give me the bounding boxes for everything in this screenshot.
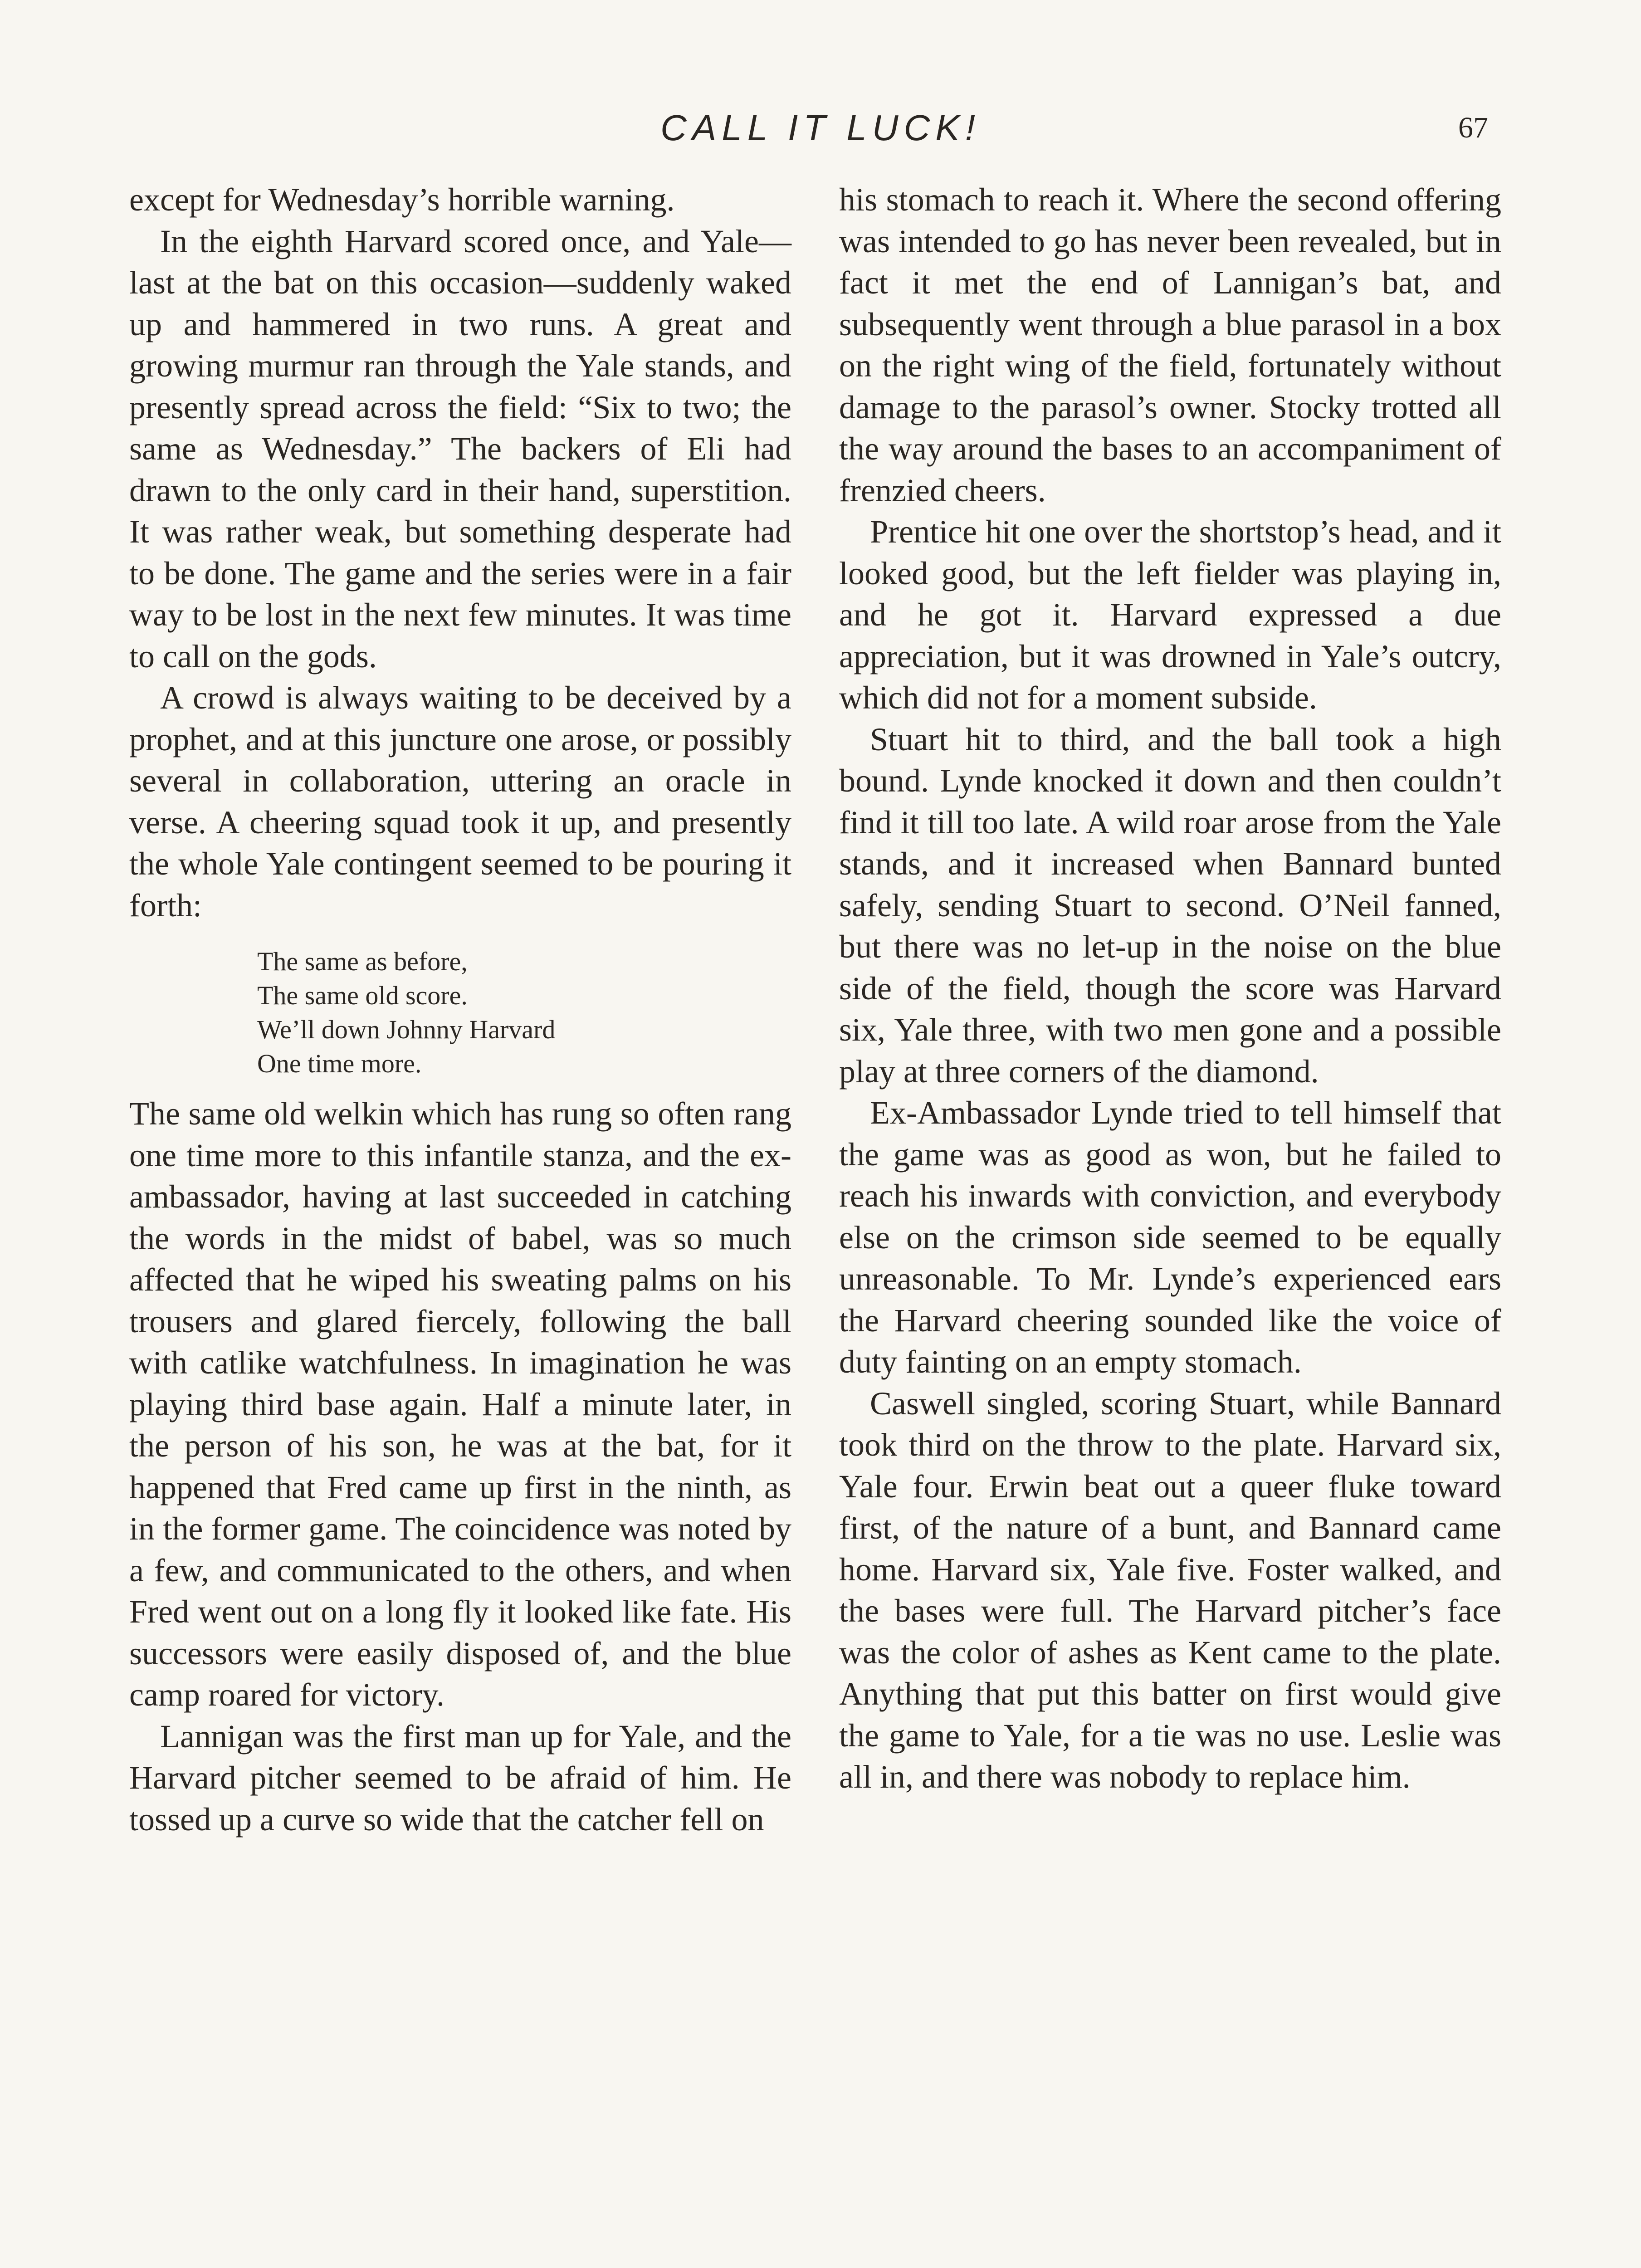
verse-line: One time more.	[257, 1049, 422, 1078]
paragraph: Stuart hit to third, and the ball took a high bound. Lynde knocked it down and then couldn’t find it till too late. A wild roar arose from the Yale stands, and it increased when Bannard bunted safely, sending Stuart to second. O’Neil fanned, but there was no let-up in the noise on the blue side of the field, though the score was Harvard six, Yale three, with two men gone and a possible play at three corners of the diamond.	[839, 721, 1501, 1090]
paragraph: In the eighth Harvard scored once, and Yale—last at the bat on this occasion—suddenly waked up and hammered in two runs. A great and growing murmur ran through the Yale stands, and presently spread across the field: “Six to two; the same as Wednesday.” The backers of Eli had drawn to the only card in their hand, superstition. It was rather weak, but something desperate had to be done. The game and the series were in a fair way to be lost in the next few minutes. It was time to call on the gods.	[129, 223, 791, 675]
verse-block	[257, 944, 791, 1080]
paragraph: Ex-Ambassador Lynde tried to tell himself that the game was as good as won, but he failed to reach his inwards with conviction, and everybody else on the crimson side seemed to be equally unreasonable. To Mr. Lynde’s experienced ears the Harvard cheering sounded like the voice of duty fainting on an empty stomach.	[839, 1095, 1501, 1380]
verse-line: The same old score.	[257, 981, 468, 1010]
verse-line: We’ll down Johnny Harvard	[257, 1015, 556, 1044]
paragraph: his stomach to reach it. Where the second offering was intended to go has never been revealed, but in fact it met the end of Lannigan’s bat, and subsequently went through a blue parasol in a box on the right wing of the field, fortunately without damage to the parasol’s owner. Stocky trotted all the way around the bases to an accompaniment of frenzied cheers.	[839, 181, 1501, 508]
paragraph: A crowd is always waiting to be deceived by a prophet, and at this juncture one arose, or possibly several in collaboration, uttering an oracle in verse. A cheering squad took it up, and presently the whole Yale contingent seemed to be pouring it forth:	[129, 679, 791, 924]
verse-line: The same as before,	[257, 947, 468, 976]
paragraph: The same old welkin which has rung so often rang one time more to this infantile stanza, and the ex-ambassador, having at last succeeded in catching the words in the midst of babel, was so much affected that he wiped his sweating palms on his trousers and glared fiercely, following the ball with catlike watchfulness. In imagination he was playing third base again. Half a minute later, in the person of his son, he was at the bat, for it happened that Fred came up first in the ninth, as in the former game. The coincidence was noted by a few, and communicated to the others, and when Fred went out on a long fly it looked like fate. His successors were easily disposed of, and the blue camp roared for victory.	[129, 1095, 791, 1713]
paragraph: Prentice hit one over the shortstop’s head, and it looked good, but the left fielder was playing in, and he got it. Harvard expressed a due appreciation, but it was drowned in Yale’s outcry, which did not for a moment subside.	[839, 513, 1501, 716]
paragraph: Lannigan was the first man up for Yale, and the Harvard pitcher seemed to be afraid of him. He tossed up a curve so wide that the catcher fell on	[129, 1718, 791, 1838]
page-number: 67	[1458, 111, 1488, 144]
left-column	[129, 179, 791, 1840]
running-title: CALL IT LUCK!	[660, 108, 981, 148]
paragraph: Caswell singled, scoring Stuart, while Bannard took third on the throw to the plate. Harvard six, Yale four. Erwin beat out a queer fluke toward first, of the nature of a bunt, and Bannard came home. Harvard six, Yale five. Foster walked, and the bases were full. The Harvard pitcher’s face was the color of ashes as Kent came to the plate. Anything that put this batter on first would give the game to Yale, for a tie was no use. Leslie was all in, and there was nobody to replace him.	[839, 1385, 1501, 1795]
page-header	[0, 101, 1641, 155]
right-column	[839, 179, 1501, 1798]
paragraph: except for Wednesday’s horrible warning.	[129, 181, 675, 218]
